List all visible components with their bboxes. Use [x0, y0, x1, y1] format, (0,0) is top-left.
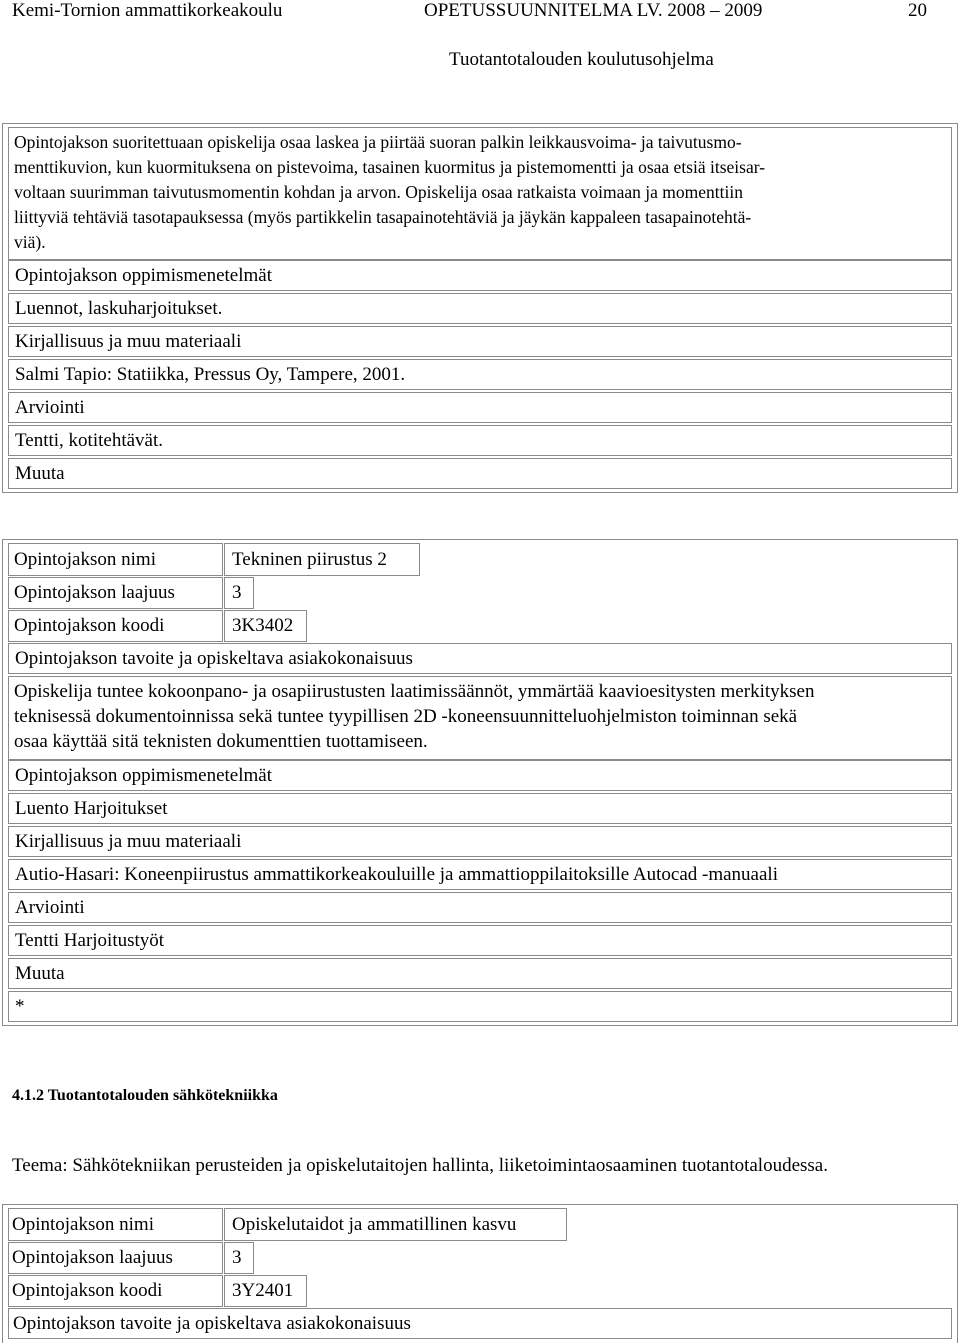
- goal-label: Opintojakson tavoite ja opiskeltava asiakokonaisuus: [8, 1308, 952, 1339]
- other-label: Muuta: [8, 458, 952, 489]
- other-value: *: [8, 991, 952, 1022]
- course-scope-label: Opintojakson laajuus: [14, 582, 175, 603]
- course-code-value: 3Y2401: [232, 1280, 294, 1301]
- course-code-label: Opintojakson koodi: [14, 615, 165, 636]
- goal-paragraph: [14, 130, 949, 255]
- goal-line: viä).: [14, 232, 46, 252]
- section-heading: 4.1.2 Tuotantotalouden sähkötekniikka: [12, 1087, 278, 1104]
- methods-label: Opintojakson oppimismenetelmät: [8, 760, 952, 791]
- goal-cell: [8, 676, 952, 760]
- course-table-statics: [2, 123, 958, 493]
- evaluation-label: Arviointi: [8, 892, 952, 923]
- goal-line: voltaan suurimman taivutusmomentin kohdan ja arvon. Opiskelija osaa ratkaista voimaan ja momenttiin: [14, 182, 744, 202]
- evaluation-value: Tentti Harjoitustyöt: [8, 925, 952, 956]
- literature-label: Kirjallisuus ja muu materiaali: [8, 326, 952, 357]
- course-name-value: Tekninen piirustus 2: [232, 549, 387, 570]
- evaluation-label: Arviointi: [8, 392, 952, 423]
- header-document-title: OPETUSSUUNNITELMA LV. 2008 – 2009: [424, 0, 763, 21]
- evaluation-value: Tentti, kotitehtävät.: [8, 425, 952, 456]
- goal-line: Opintojakson suoritettuaan opiskelija osaa laskea ja piirtää suoran palkin leikkausvoima- ja taivutusmo-: [14, 132, 742, 152]
- course-name-value: Opiskelutaidot ja ammatillinen kasvu: [232, 1214, 517, 1235]
- goal-paragraph: [14, 679, 949, 754]
- course-scope-value: 3: [232, 582, 242, 603]
- methods-label: Opintojakson oppimismenetelmät: [8, 260, 952, 291]
- literature-value: Salmi Tapio: Statiikka, Pressus Oy, Tampere, 2001.: [8, 359, 952, 390]
- header-school: Kemi-Tornion ammattikorkeakoulu: [12, 0, 283, 21]
- course-name-label: Opintojakson nimi: [14, 549, 156, 570]
- goal-line: menttikuvion, kun kuormituksena on pistevoima, tasainen kuormitus ja pistemomentti ja osaa etsiä itseisar-: [14, 157, 766, 177]
- course-scope-label: Opintojakson laajuus: [12, 1247, 173, 1268]
- methods-value: Luento Harjoitukset: [8, 793, 952, 824]
- other-label: Muuta: [8, 958, 952, 989]
- course-code-label: Opintojakson koodi: [12, 1280, 163, 1301]
- goal-cell: [8, 127, 952, 260]
- course-table-study-skills: [2, 1204, 958, 1343]
- literature-label: Kirjallisuus ja muu materiaali: [8, 826, 952, 857]
- goal-line: teknisessä dokumentoinnissa sekä tuntee tyypillisen 2D -koneensuunnitteluohjelmiston toiminnan sekä: [14, 706, 798, 727]
- goal-label: Opintojakson tavoite ja opiskeltava asiakokonaisuus: [8, 643, 952, 674]
- literature-value: Autio-Hasari: Koneenpiirustus ammattikorkeakouluille ja ammattioppilaitoksille Autocad -manuaali: [8, 859, 952, 890]
- course-table-technical-drawing: [2, 539, 958, 1026]
- goal-line: Opiskelija tuntee kokoonpano- ja osapiirustusten laatimissäännöt, ymmärtää kaavioesitysten merkityksen: [14, 681, 815, 702]
- course-name-label: Opintojakson nimi: [12, 1214, 154, 1235]
- theme-text: Teema: Sähkötekniikan perusteiden ja opiskelutaitojen hallinta, liiketoimintaosaaminen tuotantotaloudessa.: [12, 1155, 828, 1176]
- goal-line: osaa käyttää sitä teknisten dokumenttien tuottamiseen.: [14, 731, 428, 752]
- methods-value: Luennot, laskuharjoitukset.: [8, 293, 952, 324]
- course-scope-value: 3: [232, 1247, 242, 1268]
- header-page-number: 20: [908, 0, 927, 21]
- goal-line: liittyviä tehtäviä tasotapauksessa (myös partikkelin tasapainotehtäviä ja jäykän kappaleen tasapainotehtä-: [14, 207, 752, 227]
- course-code-value: 3K3402: [232, 615, 294, 636]
- header-program: Tuotantotalouden koulutusohjelma: [449, 49, 714, 70]
